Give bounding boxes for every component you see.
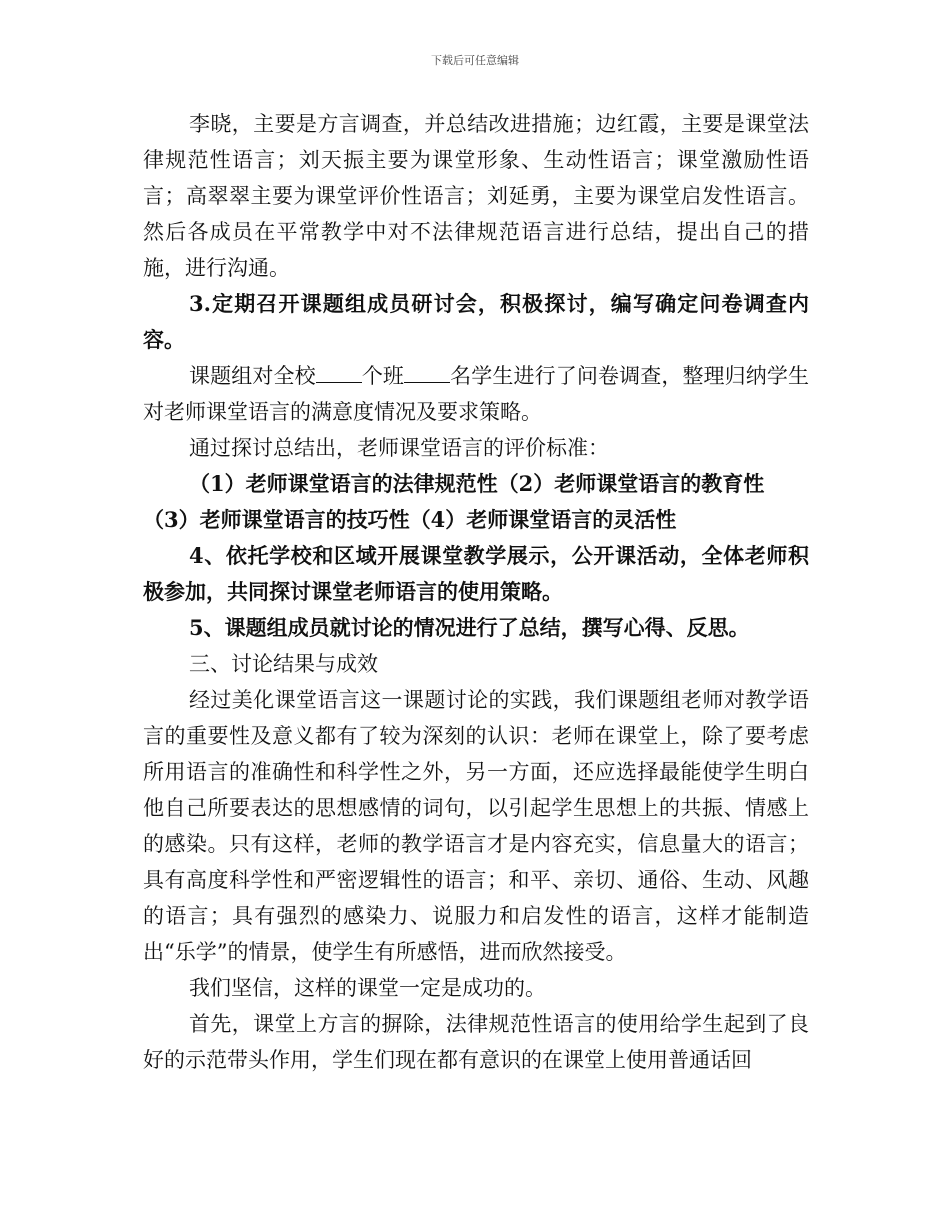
paragraph-survey	[143, 358, 809, 430]
heading-step-3: 3.定期召开课题组成员研讨会，积极探讨，编写确定问卷调查内容。	[143, 291, 809, 352]
standards-line-1: （1）老师课堂语言的法律规范性（2）老师课堂语言的教育性	[189, 471, 765, 496]
survey-text-c: 名学生进行了问卷调查，整理归纳学生对老师课堂语言的满意度情况及要求策略。	[143, 364, 810, 424]
paragraph-standards-intro: 通过探讨总结出，老师课堂语言的评价标准：	[189, 436, 609, 460]
heading-step-5: 5、课题组成员就讨论的情况进行了总结，撰写心得、反思。	[189, 615, 750, 640]
section-3-title: 三、讨论结果与成效	[189, 652, 378, 676]
paragraph-member-tasks: 李晓，主要是方言调查，并总结改进措施；边红霞，主要是课堂法律规范性语言；刘天振主要为课堂形象、生动性语言；课堂激励性语言；高翠翠主要为课堂评价性语言；刘延勇，主要为课堂启发性语言。然后各成员在平常教学中对不法律规范语言进行总结，提出自己的措施，进行沟通。	[143, 112, 809, 280]
blank-class-count	[316, 362, 362, 383]
paragraph-first: 首先，课堂上方言的摒除，法律规范性语言的使用给学生起到了良好的示范带头作用，学生们现在都有意识的在课堂上使用普通话回	[143, 1012, 809, 1072]
paragraph-results: 经过美化课堂语言这一课题讨论的实践，我们课题组老师对教学语言的重要性及意义都有了较为深刻的认识：老师在课堂上，除了要考虑所用语言的准确性和科学性之外，另一方面，还应选择最能使学生明白他自己所要表达的思想感情的词句，以引起学生思想上的共振、情感上的感染。只有这样，老师的教学语言才是内容充实，信息量大的语言；具有高度科学性和严密逻辑性的语言；和平、亲切、通俗、生动、风趣的语言；具有强烈的感染力、说服力和启发性的语言，这样才能制造出“乐学”的情景，使学生有所感悟，进而欣然接受。	[143, 688, 809, 964]
standards-line-2: （3）老师课堂语言的技巧性（4）老师课堂语言的灵活性	[143, 507, 677, 532]
blank-student-count	[404, 362, 450, 383]
document-body	[143, 106, 809, 1078]
page-header: 下载后可任意编辑	[431, 54, 519, 67]
paragraph-belief: 我们坚信，这样的课堂一定是成功的。	[189, 976, 546, 1000]
heading-step-4: 4、依托学校和区域开展课堂教学展示，公开课活动，全体老师积极参加，共同探讨课堂老师语言的使用策略。	[143, 543, 809, 604]
survey-text-b: 个班	[361, 364, 405, 388]
survey-text-a: 课题组对全校	[189, 364, 316, 388]
